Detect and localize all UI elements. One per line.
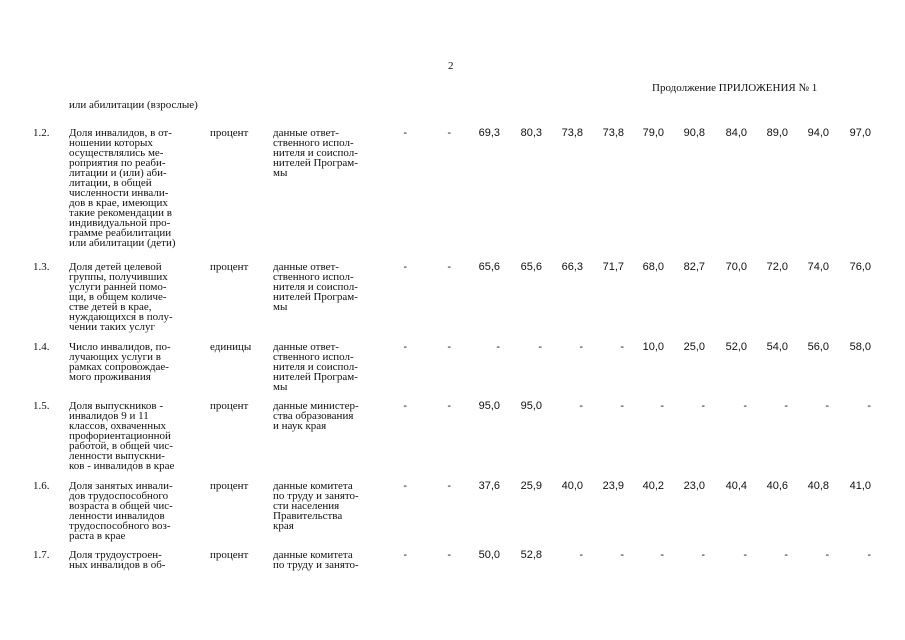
value-cell: -	[620, 341, 624, 353]
value-cell: 52,8	[520, 549, 542, 561]
value-cell: 65,6	[478, 261, 500, 273]
value-cell: -	[743, 400, 747, 412]
value-cell: -	[701, 400, 705, 412]
value-cell: 89,0	[766, 127, 788, 139]
value-cell: -	[784, 400, 788, 412]
value-cell: 95,0	[520, 400, 542, 412]
value-cell: 84,0	[725, 127, 747, 139]
value-cell: -	[867, 549, 871, 561]
value-cell: 25,9	[520, 480, 542, 492]
value-cell: 71,7	[602, 261, 624, 273]
row-number: 1.3.	[33, 261, 50, 273]
value-cell: 25,0	[683, 341, 705, 353]
carryover-text: или абилитации (взрослые)	[69, 99, 198, 111]
value-cell: -	[447, 549, 451, 561]
value-cell: -	[825, 549, 829, 561]
value-cell: 94,0	[807, 127, 829, 139]
value-cell: -	[447, 261, 451, 273]
indicator-name: Число инвалидов, по- лучающих услуги в рамках сопровождае- мого проживания	[69, 341, 171, 383]
row-number: 1.6.	[33, 480, 50, 492]
value-cell: -	[403, 480, 407, 492]
value-cell: 73,8	[561, 127, 583, 139]
value-cell: 95,0	[478, 400, 500, 412]
value-cell: 41,0	[849, 480, 871, 492]
page-number: 2	[448, 60, 454, 72]
indicator-name: Доля детей целевой группы, получивших услуги ранней помо- щи, в общем количе- стве детей в крае, нуждающихся в полу- чении таких услуг	[69, 261, 173, 333]
row-number: 1.4.	[33, 341, 50, 353]
value-cell: 23,9	[602, 480, 624, 492]
value-cell: -	[447, 480, 451, 492]
value-cell: 50,0	[478, 549, 500, 561]
value-cell: 54,0	[766, 341, 788, 353]
value-cell: -	[403, 261, 407, 273]
row-number: 1.5.	[33, 400, 50, 412]
value-cell: -	[620, 549, 624, 561]
value-cell: -	[496, 341, 500, 353]
value-cell: 79,0	[642, 127, 664, 139]
value-cell: -	[784, 549, 788, 561]
value-cell: 40,8	[807, 480, 829, 492]
unit: процент	[210, 549, 249, 561]
value-cell: 40,6	[766, 480, 788, 492]
indicator-name: Доля выпускников - инвалидов 9 и 11 классов, охваченных профориентационной работой, в общей чис- ленности выпускни- ков - инвалидов в крае	[69, 400, 175, 472]
value-cell: 37,6	[478, 480, 500, 492]
value-cell: -	[579, 549, 583, 561]
value-cell: 73,8	[602, 127, 624, 139]
indicator-name: Доля трудоустроен- ных инвалидов в об-	[69, 549, 166, 571]
value-cell: -	[403, 549, 407, 561]
unit: процент	[210, 261, 249, 273]
data-source: данные ответ- ственного испол- нителя и соиспол- нителей Програм- мы	[273, 127, 358, 179]
value-cell: 52,0	[725, 341, 747, 353]
value-cell: 97,0	[849, 127, 871, 139]
value-cell: 40,2	[642, 480, 664, 492]
value-cell: 68,0	[642, 261, 664, 273]
value-cell: 56,0	[807, 341, 829, 353]
value-cell: -	[620, 400, 624, 412]
unit: единицы	[210, 341, 252, 353]
unit: процент	[210, 400, 249, 412]
value-cell: 90,8	[683, 127, 705, 139]
value-cell: 70,0	[725, 261, 747, 273]
value-cell: -	[867, 400, 871, 412]
continuation-label: Продолжение ПРИЛОЖЕНИЯ № 1	[652, 82, 818, 94]
data-source: данные министер- ства образования и наук края	[273, 400, 359, 432]
value-cell: 76,0	[849, 261, 871, 273]
value-cell: -	[660, 400, 664, 412]
value-cell: -	[579, 341, 583, 353]
value-cell: 58,0	[849, 341, 871, 353]
value-cell: -	[447, 400, 451, 412]
value-cell: -	[447, 127, 451, 139]
unit: процент	[210, 127, 249, 139]
row-number: 1.2.	[33, 127, 50, 139]
value-cell: 40,4	[725, 480, 747, 492]
value-cell: 65,6	[520, 261, 542, 273]
value-cell: -	[403, 127, 407, 139]
value-cell: 69,3	[478, 127, 500, 139]
unit: процент	[210, 480, 249, 492]
value-cell: 40,0	[561, 480, 583, 492]
value-cell: 23,0	[683, 480, 705, 492]
value-cell: -	[403, 341, 407, 353]
row-number: 1.7.	[33, 549, 50, 561]
data-source: данные ответ- ственного испол- нителя и соиспол- нителей Програм- мы	[273, 341, 358, 393]
value-cell: -	[403, 400, 407, 412]
value-cell: -	[743, 549, 747, 561]
value-cell: 82,7	[683, 261, 705, 273]
value-cell: -	[447, 341, 451, 353]
value-cell: -	[538, 341, 542, 353]
value-cell: 10,0	[642, 341, 664, 353]
indicator-name: Доля инвалидов, в от- ношении которых осуществлялись ме- роприятия по реаби- литации и (или) аби- литации, в общей численности инвали- дов в крае, имеющих такие рекомендации в индивидуальной про- грамме реабилитации или абилитации (дети)	[69, 127, 176, 249]
value-cell: 74,0	[807, 261, 829, 273]
data-source: данные комитета по труду и занято-	[273, 549, 359, 571]
value-cell: 80,3	[520, 127, 542, 139]
value-cell: -	[701, 549, 705, 561]
value-cell: 66,3	[561, 261, 583, 273]
data-source: данные ответ- ственного испол- нителя и соиспол- нителей Програм- мы	[273, 261, 358, 313]
value-cell: -	[660, 549, 664, 561]
value-cell: -	[825, 400, 829, 412]
value-cell: -	[579, 400, 583, 412]
indicator-name: Доля занятых инвали- дов трудоспособного возраста в общей чис- ленности инвалидов трудоспособного воз- раста в крае	[69, 480, 173, 542]
data-source: данные комитета по труду и занято- сти населения Правительства края	[273, 480, 359, 532]
value-cell: 72,0	[766, 261, 788, 273]
